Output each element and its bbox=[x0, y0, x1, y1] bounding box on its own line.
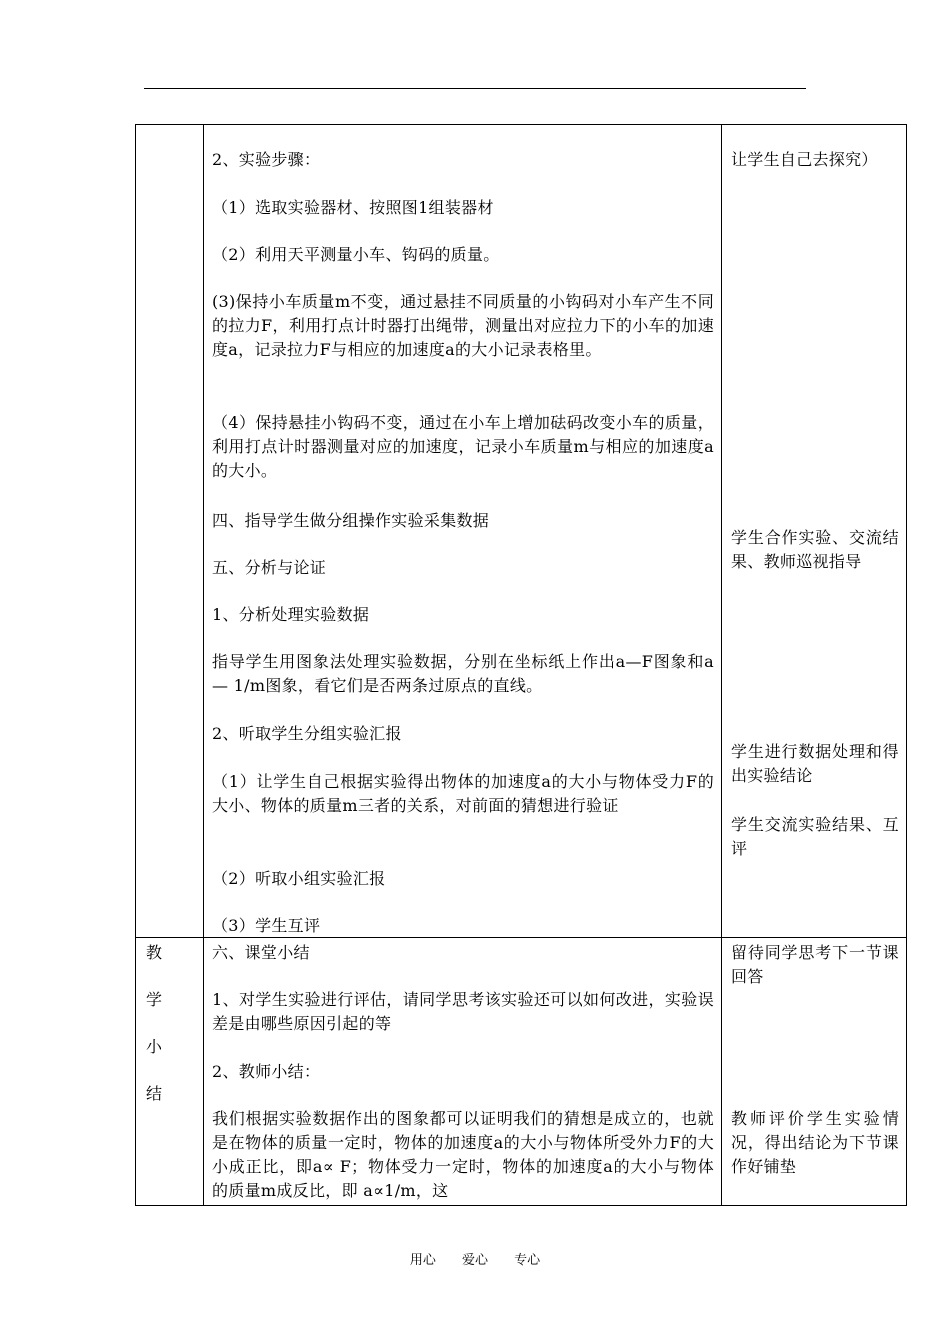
note-think: 留待同学思考下一节课回答 bbox=[731, 943, 899, 986]
summary-text: 我们根据实验数据作出的图象都可以证明我们的猜想是成立的，也就是在物体的质量一定时，物体的加速度a的大小与物体所受外力F的大小成正比，即a∝ F；物体受力一定时，物体的加速度a的大小与物体的质量m成反比，即 a∝1/m，这 bbox=[212, 1109, 714, 1200]
note-exchange: 学生交流实验结果、互评 bbox=[731, 815, 899, 858]
report-heading: 2、听取学生分组实验汇报 bbox=[212, 724, 402, 743]
analysis-text: 指导学生用图象法处理实验数据，分别在坐标纸上作出a—F图象和a— 1/m图象，看它们是否两条过原点的直线。 bbox=[212, 652, 714, 695]
section-label-char: 学 bbox=[146, 990, 163, 1009]
step-heading: 2、实验步骤： bbox=[212, 150, 321, 169]
step-3: (3)保持小车质量m不变，通过悬挂不同质量的小钩码对小车产生不同的拉力F，利用打点计时器打出绳带，测量出对应拉力下的小车的加速度a，记录拉力F与相应的加速度a的大小记录表格里。 bbox=[212, 292, 714, 359]
section-label-char: 小 bbox=[146, 1037, 163, 1056]
step-2: （2）利用天平测量小车、钩码的质量。 bbox=[212, 245, 500, 264]
report-item-3: （3）学生互评 bbox=[212, 916, 321, 935]
note-explore: 让学生自己去探究） bbox=[731, 150, 878, 169]
step-1: （1）选取实验器材、按照图1组装器材 bbox=[212, 198, 494, 217]
section-6-heading: 六、课堂小结 bbox=[212, 943, 310, 962]
summary-item-1: 1、对学生实验进行评估，请同学思考该实验还可以如何改进，实验误差是由哪些原因引起的等 bbox=[212, 990, 714, 1033]
section-4-heading: 四、指导学生做分组操作实验采集数据 bbox=[212, 511, 490, 530]
note-evaluate: 教师评价学生实验情况，得出结论为下节课作好铺垫 bbox=[731, 1109, 899, 1176]
header-rule bbox=[144, 88, 806, 89]
step-4: （4）保持悬挂小钩码不变，通过在小车上增加砝码改变小车的质量，利用打点计时器测量对应的加速度，记录小车质量m与相应的加速度a的大小。 bbox=[212, 413, 714, 480]
report-item-2: （2）听取小组实验汇报 bbox=[212, 869, 386, 888]
column-divider-right bbox=[721, 124, 722, 1206]
report-item-1: （1）让学生自己根据实验得出物体的加速度a的大小与物体受力F的大小、物体的质量m三者的关系，对前面的猜想进行验证 bbox=[212, 772, 714, 815]
note-cooperate: 学生合作实验、交流结果、教师巡视指导 bbox=[731, 528, 899, 571]
page-footer: 用心 爱心 专心 bbox=[409, 1253, 541, 1268]
column-divider-left bbox=[203, 124, 204, 1206]
section-label-char: 结 bbox=[146, 1084, 163, 1103]
section-label-char: 教 bbox=[146, 943, 163, 962]
analysis-heading: 1、分析处理实验数据 bbox=[212, 605, 370, 624]
section-5-heading: 五、分析与论证 bbox=[212, 558, 327, 577]
summary-item-2: 2、教师小结： bbox=[212, 1062, 321, 1081]
note-data-processing: 学生进行数据处理和得出实验结论 bbox=[731, 742, 899, 785]
